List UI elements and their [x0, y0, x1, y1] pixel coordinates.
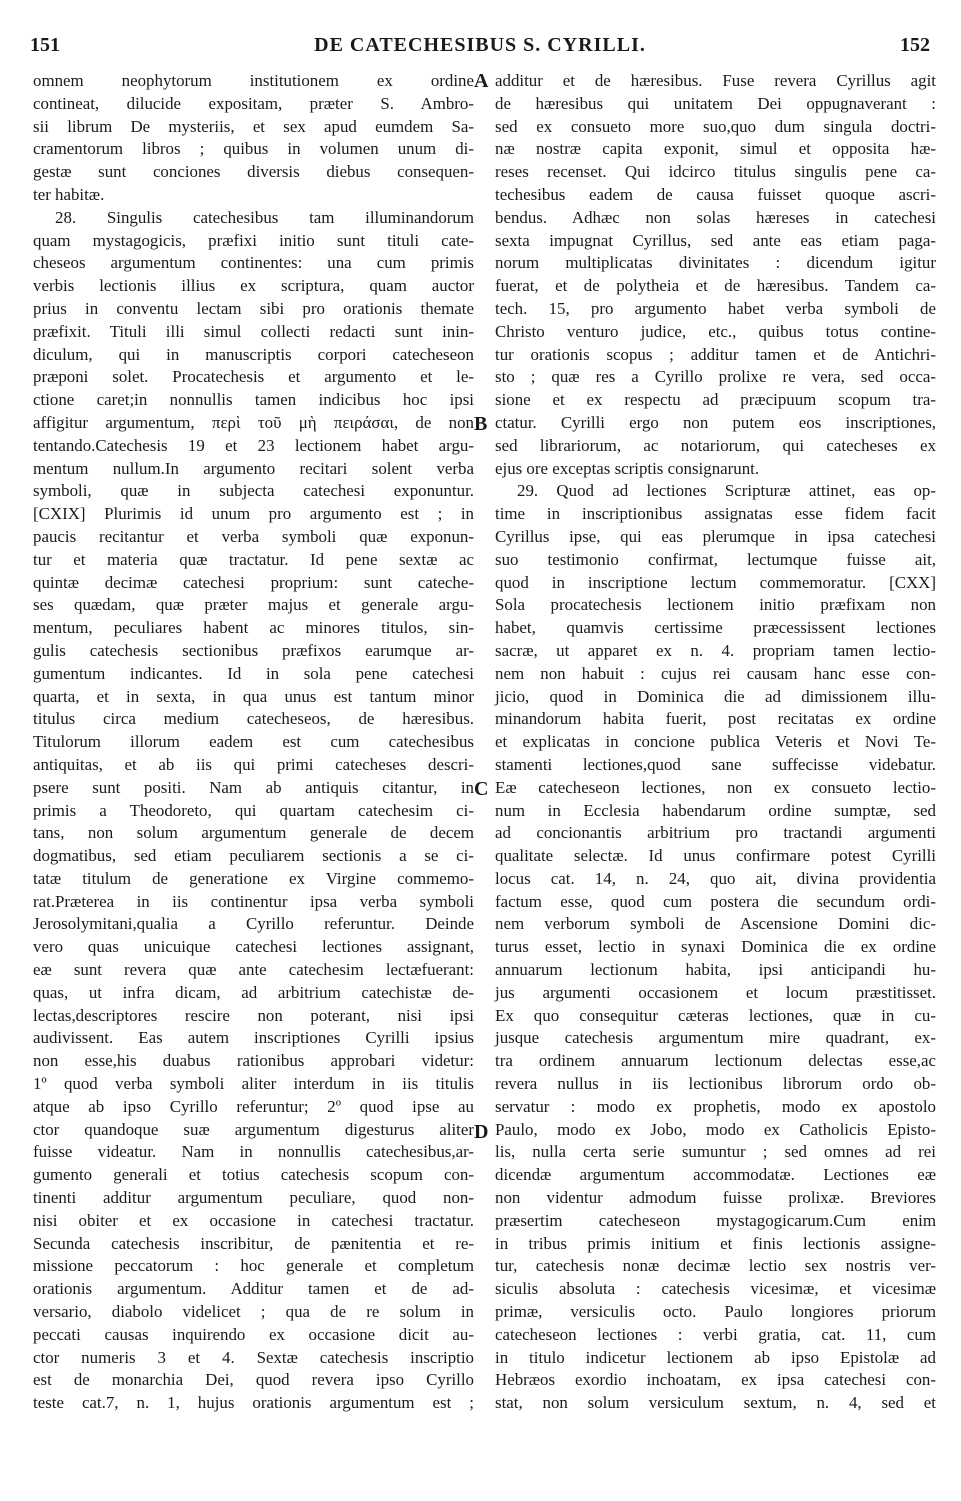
text-line: ctor numeris 3 et 4. Sextæ catechesis inscriptio [33, 1347, 474, 1367]
text-line: Sola procatechesis lectionem initio præfixam non [495, 595, 936, 615]
text-line: audivissent. Eas autem inscriptiones Cyrilli ipsius [33, 1028, 474, 1048]
text-line: et explicatas in concione publica Veteris et Novi Te- [495, 732, 936, 752]
text-line: paucis recitantur et verba symboli quæ exponun- [33, 526, 474, 546]
text-line: cheseos argumentum continentes: una cum primis [33, 253, 474, 273]
text-line: sed librariorum, ac notariorum, qui catecheses ex [495, 435, 936, 455]
text-line: symboli, quæ in subjecta catechesi exponuntur. [33, 481, 474, 501]
text-line: [CXIX] Plurimis id unum pro argumento est ; in [33, 504, 474, 524]
text-line: peccati causas inquirendo ex occasione dicit au- [33, 1324, 474, 1344]
running-title: DE CATECHESIBUS S. CYRILLI. [314, 34, 646, 56]
text-line: ctor quandoque suæ argumentum digesturus aliter [33, 1119, 474, 1139]
text-line: Titulorum illorum eadem est cum catechesibus [33, 732, 474, 752]
text-line: techesibus eadem de causa fuisset quoque ascri- [495, 184, 936, 204]
text-line: lectas,descriptores rescire non poterant, nisi ipsi [33, 1005, 474, 1025]
text-line: jus argumenti occasionem et locum præstitisset. [495, 982, 936, 1002]
text-line: titulus circa medium catecheseos, de hæresibus. [33, 709, 474, 729]
margin-marker-d: D [474, 1121, 489, 1143]
text-line: vero quas unicuique catechesi lectiones assignant, [33, 937, 474, 957]
text-line: contineat, dilucide expositam, præter S. Ambro- [33, 93, 474, 113]
text-line: nisi obiter et ex occasione in catechesi tractatur. [33, 1210, 474, 1230]
text-line: tinenti additur argumentum peculiare, quod non- [33, 1188, 474, 1208]
text-line: nem verborum symboli de Ascensione Domini dic- [495, 914, 936, 934]
text-line: psere sunt positi. Nam ab antiquis citantur, in [33, 777, 474, 797]
text-line: cramentorum libros ; quibus in volumen unum di- [33, 139, 474, 159]
margin-marker-c: C [474, 778, 489, 800]
text-line: primis a Theodoreto, qui quartam catechesim ci- [33, 800, 474, 820]
text-line: num in Ecclesia habendarum ordine sumptæ, sed [495, 800, 936, 820]
text-line: quintæ decimæ catechesi proprium: sunt cateche- [33, 572, 474, 592]
text-line: quam mystagogicis, præfixi initio sunt tituli cate- [33, 230, 474, 250]
text-line: revera nullus in iis lectionibus librorum ordo ob- [495, 1074, 936, 1094]
text-line: siculis absoluta : catechesis vicesimæ, et vicesimæ [495, 1279, 936, 1299]
text-line: in tribus primis initium et finis lectionis assigne- [495, 1233, 936, 1253]
text-line: sacræ, ut apparet ex n. 4. propriam tamen lectio- [495, 640, 936, 660]
text-line: catecheseon lectiones : verbi gratia, cat. 11, cum [495, 1324, 936, 1344]
text-line: atque ab ipso Cyrillo referuntur; 2º quod ipse au [33, 1096, 474, 1116]
text-line: Eæ catecheseon lectiones, non ex consueto lectio- [495, 777, 936, 797]
text-line: 28. Singulis catechesibus tam illuminandorum [55, 207, 474, 227]
text-line: sto ; quæ res a Cyrillo prolixe re vera, sed occa- [495, 367, 936, 387]
text-line: affigitur argumentum, περὶ τοῦ μὴ πειράσαι, de non [33, 412, 474, 432]
text-line: ses quædam, quæ præter majus et generale argu- [33, 595, 474, 615]
text-line: gestæ sunt conciones diversis diebus consequen- [33, 162, 474, 182]
text-line: in titulo indicetur lectionem ab ipso Epistolæ ad [495, 1347, 936, 1367]
text-line: est de monarchia Dei, quod revera ipso Cyrillo [33, 1370, 474, 1390]
text-line: præfixit. Tituli illi simul collecti redacti sunt inin- [33, 321, 474, 341]
text-line: primæ, versiculis octo. Paulo longiores priorum [495, 1302, 936, 1322]
text-line: servatur : modo ex prophetis, modo ex apostolo [495, 1096, 936, 1116]
text-line: non esse,his duabus rationibus approbari videtur: [33, 1051, 474, 1071]
text-line: ad concionantis arbitrium pro tractandi argumenti [495, 823, 936, 843]
margin-marker-a: A [474, 70, 489, 92]
text-line: teste cat.7, n. 1, hujus orationis argumentum est ; [33, 1393, 474, 1413]
text-line: reses recenset. Qui idcirco titulus singulis pene ca- [495, 162, 936, 182]
text-line: minandorum habita fuerit, post recitatas ex ordine [495, 709, 936, 729]
text-line: bendus. Adhæc non solas hæreses in catechesi [495, 207, 936, 227]
text-line: missione peccatorum : hoc generale et completum [33, 1256, 474, 1276]
text-line: nem non habuit : cujus rei causam hanc esse con- [495, 663, 936, 683]
text-line: Paulo, modo ex Jobo, modo ex Catholicis Episto- [495, 1119, 936, 1139]
text-line: Secunda catechesis inscribitur, de pænitentia et re- [33, 1233, 474, 1253]
text-line: jusque catechesis argumentum mire quadrant, ex- [495, 1028, 936, 1048]
text-line: non videntur admodum fuisse prolixæ. Breviores [495, 1188, 936, 1208]
text-line: habet, quamvis certissime præcessissent lectiones [495, 618, 936, 638]
text-line: tech. 15, pro argumento habet verba symboli de [495, 298, 936, 318]
text-line: factum esse, quod cum postera die secundum ordi- [495, 891, 936, 911]
text-line: quod in inscriptione lectum commemoratur. [CXX] [495, 572, 936, 592]
text-line: rat.Præterea in iis continentur ipsa verba symboli [33, 891, 474, 911]
text-line: Hebræos exordio inchoatam, ex ipsa catechesi con- [495, 1370, 936, 1390]
text-line: mentum, peculiares habent ac minores titulos, sin- [33, 618, 474, 638]
text-line: ter habitæ. [33, 184, 105, 204]
margin-marker-b: B [474, 413, 488, 435]
text-line: præsertim catecheseon mystagogicarum.Cum enim [495, 1210, 936, 1230]
text-line: prius in conventu lectam sibi pro orationis themate [33, 298, 474, 318]
text-line: tur et materia quæ tractatur. Id pene sextæ ac [33, 549, 474, 569]
text-line: antiquitas, et ab iis qui primi catecheses descri- [33, 754, 474, 774]
text-line: turus esset, lectio in synaxi Dominica die ex ordine [495, 937, 936, 957]
text-line: additur et de hæresibus. Fuse revera Cyrillus agit [495, 71, 936, 90]
text-line: tur orationis scopus ; additur tamen et de Antichri- [495, 344, 936, 364]
text-line: dicendæ argumentum accommodatæ. Lectiones eæ [495, 1165, 936, 1185]
text-line: sii librum De mysteriis, et sex apud eumdem Sa- [33, 116, 474, 136]
text-line: sed ex consueto more suo,quo dum singula doctri- [495, 116, 936, 136]
text-line: Christo venturo judice, etc., quibus totus contine- [495, 321, 936, 341]
page-number-right: 152 [900, 34, 930, 56]
text-line: 29. Quod ad lectiones Scripturæ attinet, eas op- [517, 481, 936, 501]
text-line: gumento generali et totius catechesis scopum con- [33, 1165, 474, 1185]
text-line: præponi solet. Procatechesis et argumento et le- [33, 367, 474, 387]
text-line: Ex quo consequitur cæteras lectiones, quæ in cu- [495, 1005, 936, 1025]
text-line: tra ordinem annuarum lectionum delectas esse,ac [495, 1051, 936, 1071]
text-line: suo testimonio confirmat, lectumque fuisse ait, [495, 549, 936, 569]
text-line: sione et ex respectu ad præcipuum scopum tra- [495, 390, 936, 410]
text-line: annuarum lectionum habita, ipsi anticipandi hu- [495, 960, 936, 980]
text-line: diculum, qui in manuscriptis corpori catecheseon [33, 344, 474, 364]
text-line: quas, ut infra dicam, ad arbitrium catechistæ de- [33, 982, 474, 1002]
right-column [495, 70, 936, 1415]
text-line: orationis argumentum. Additur tamen et de ad- [33, 1279, 474, 1299]
text-line: qualitate selectæ. Id unus confirmare potest Cyrilli [495, 846, 936, 866]
text-line: 1º quod verba symboli aliter interdum in iis titulis [33, 1074, 474, 1094]
text-line: Jerosolymitani,qualia a Cyrillo referuntur. Deinde [33, 914, 474, 934]
page-number-left: 151 [30, 34, 60, 56]
text-line: tentando.Catechesis 19 et 23 lectionem habet argu- [33, 435, 474, 455]
text-line: næ nostræ capita exponit, simul et opposita hæ- [495, 139, 936, 159]
text-line: stat, non solum versiculum sextum, n. 4, sed et [495, 1393, 936, 1413]
text-line: locus cat. 14, n. 24, quo ait, divina providentia [495, 868, 936, 888]
text-line: gumentum indicantes. Id in sola pene catechesi [33, 663, 474, 683]
text-line: mentum nullum.In argumento recitari solent verba [33, 458, 474, 478]
text-line: eæ sunt revera quæ ante catechesim lectæfuerant: [33, 960, 474, 980]
text-line: quarta, et in sexta, in qua unus est tantum minor [33, 686, 474, 706]
text-line: omnem neophytorum institutionem ex ordine [33, 71, 474, 90]
text-line: tatæ titulum de generatione ex Virgine commemo- [33, 868, 474, 888]
text-line: norum multiplicatas divinitates : dicendum igitur [495, 253, 936, 273]
text-line: verbis lectionis illius ex scriptura, quam auctor [33, 276, 474, 296]
left-column [33, 70, 474, 1415]
text-line: fuerat, et de polytheia et de hæresibus. Tandem ca- [495, 276, 936, 296]
text-line: versario, diabolo videlicet ; qua de re solum in [33, 1302, 474, 1322]
text-line: lis, nulla certa serie sumuntur ; sed omnes ad rei [495, 1142, 936, 1162]
text-line: gulis catechesis sectionibus præfixos earumque ar- [33, 640, 474, 660]
text-line: dogmatibus, sed etiam peculiarem sectionis a se ci- [33, 846, 474, 866]
text-line: sexta impugnat Cyrillus, sed ante eas etiam paga- [495, 230, 936, 250]
text-line: time in inscriptionibus assignatas esse fidem facit [495, 504, 936, 524]
text-line: tur, catechesis nonæ decimæ lectio sex nostris ver- [495, 1256, 936, 1276]
text-line: fuisse videatur. Nam in nonnullis catechesibus,ar- [33, 1142, 474, 1162]
text-line: ctatur. Cyrilli ergo non putem eos inscriptiones, [495, 412, 936, 432]
text-line: tans, non solum argumentum generale de decem [33, 823, 474, 843]
text-line: stamenti lectiones,quod sane suffecisse videbatur. [495, 754, 936, 774]
text-line: ejus ore exceptas scriptis consignarunt. [495, 458, 760, 478]
text-line: de hæresibus qui unitatem Dei oppugnaverant : [495, 93, 936, 113]
running-header [30, 34, 930, 64]
text-line: jicio, quod in Dominica die ad dimissionem illu- [495, 686, 936, 706]
text-line: Cyrillus ipse, qui eas plerumque in ipsa catechesi [495, 526, 936, 546]
text-line: ctione caret;in nonnullis tamen indicibus hoc ipsi [33, 390, 474, 410]
